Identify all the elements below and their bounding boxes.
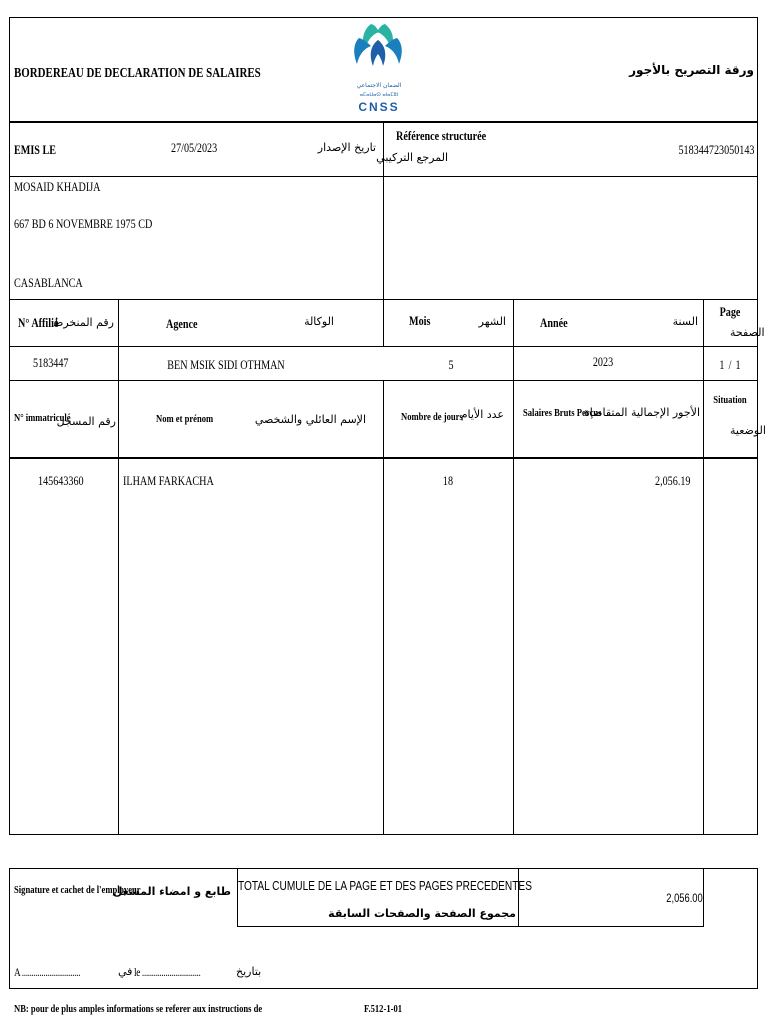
emis-label: EMIS LE: [14, 142, 56, 157]
mois-value: 5: [448, 357, 454, 372]
employer-name: MOSAID KHADIJA: [14, 179, 101, 194]
page-label: Page: [719, 304, 741, 319]
salaires-header: Salaires Bruts Perçus: [523, 407, 602, 419]
immat-header-ar: رقم المسجل: [56, 415, 116, 428]
mois-label: Mois: [409, 313, 431, 328]
signature-label-ar: طابع و امضاء المشغل: [112, 885, 231, 898]
logo-text-tif: ⴰⵎⴰⵡⴰⵙ ⴰⵏⴰⵎⵓⵏ: [359, 92, 399, 98]
divider: [513, 380, 514, 835]
annee-value: 2023: [592, 354, 614, 369]
divider: [703, 299, 704, 380]
nom-header: Nom et prénom: [156, 413, 214, 425]
cnss-logo-icon: [349, 20, 409, 82]
affilie-label: N° Affilié: [18, 315, 59, 330]
row-salaire: 2,056.19: [654, 473, 690, 488]
divider: [383, 380, 384, 835]
fi-ar: في: [118, 965, 133, 978]
ref-label: Référence structurée: [396, 128, 487, 143]
divider: [513, 299, 514, 380]
row-immat: 145643360: [38, 473, 84, 488]
affilie-value: 5183447: [33, 355, 69, 370]
situation-header-ar: الوضعية: [730, 424, 766, 437]
row-nom: ILHAM FARKACHA: [123, 473, 214, 488]
total-label: TOTAL CUMULE DE LA PAGE ET DES PAGES PRECEDENTES: [238, 878, 532, 893]
divider: [703, 380, 704, 835]
cnss-logo: [349, 20, 409, 120]
employer-city: CASABLANCA: [14, 275, 83, 290]
total-label-ar: مجموع الصفحة والصفحات السابقة: [328, 907, 516, 920]
immat-header: N° immatriculé: [14, 412, 71, 424]
affilie-label-ar: رقم المنخرط: [53, 316, 114, 329]
title-fr: BORDEREAU DE DECLARATION DE SALAIRES: [14, 66, 261, 81]
salaires-header-ar: الأجور الإجمالية المتقاضاة: [584, 406, 700, 419]
jours-header-ar: عدد الأيام: [460, 408, 504, 421]
agence-value: BEN MSIK SIDI OTHMAN: [167, 357, 285, 372]
ref-value: 518344723050143: [677, 142, 754, 157]
place-a: A ..............................: [14, 965, 81, 979]
le-date: le ..............................: [134, 965, 201, 979]
logo-text-ar: الضمان الاجتماعي: [356, 82, 402, 89]
page-label-ar: الصفحة: [730, 326, 765, 339]
date-ar: بتاريخ: [236, 965, 262, 978]
annee-label-ar: السنة: [672, 315, 698, 328]
form-code: F.512-1-01: [364, 1003, 403, 1015]
agence-label: Agence: [166, 316, 198, 331]
divider: [118, 299, 119, 835]
annee-label: Année: [540, 315, 568, 330]
signature-label: Signature et cachet de l'employeur: [14, 884, 141, 896]
title-ar: ورقة التصريح بالأجور: [629, 63, 754, 77]
logo-text: CNSS: [358, 100, 400, 114]
page-value: 1 / 1: [719, 357, 741, 372]
ref-label-ar: المرجع التركيبي: [376, 151, 448, 164]
emis-label-ar: تاريخ الإصدار: [317, 141, 376, 154]
divider: [9, 346, 758, 347]
row-jours: 18: [442, 473, 454, 488]
total-value: 2,056.00: [666, 891, 703, 905]
jours-header: Nombre de jours: [401, 411, 463, 423]
emis-date: 27/05/2023: [171, 140, 218, 155]
mois-label-ar: الشهر: [478, 315, 506, 328]
employer-address: 667 BD 6 NOVEMBRE 1975 CD: [14, 216, 153, 231]
nom-header-ar: الإسم العائلي والشخصي: [254, 413, 366, 426]
agence-label-ar: الوكالة: [304, 315, 334, 328]
nb-note: NB: pour de plus amples informations se referer aux instructions de: [14, 1003, 263, 1015]
situation-header: Situation: [713, 394, 747, 406]
